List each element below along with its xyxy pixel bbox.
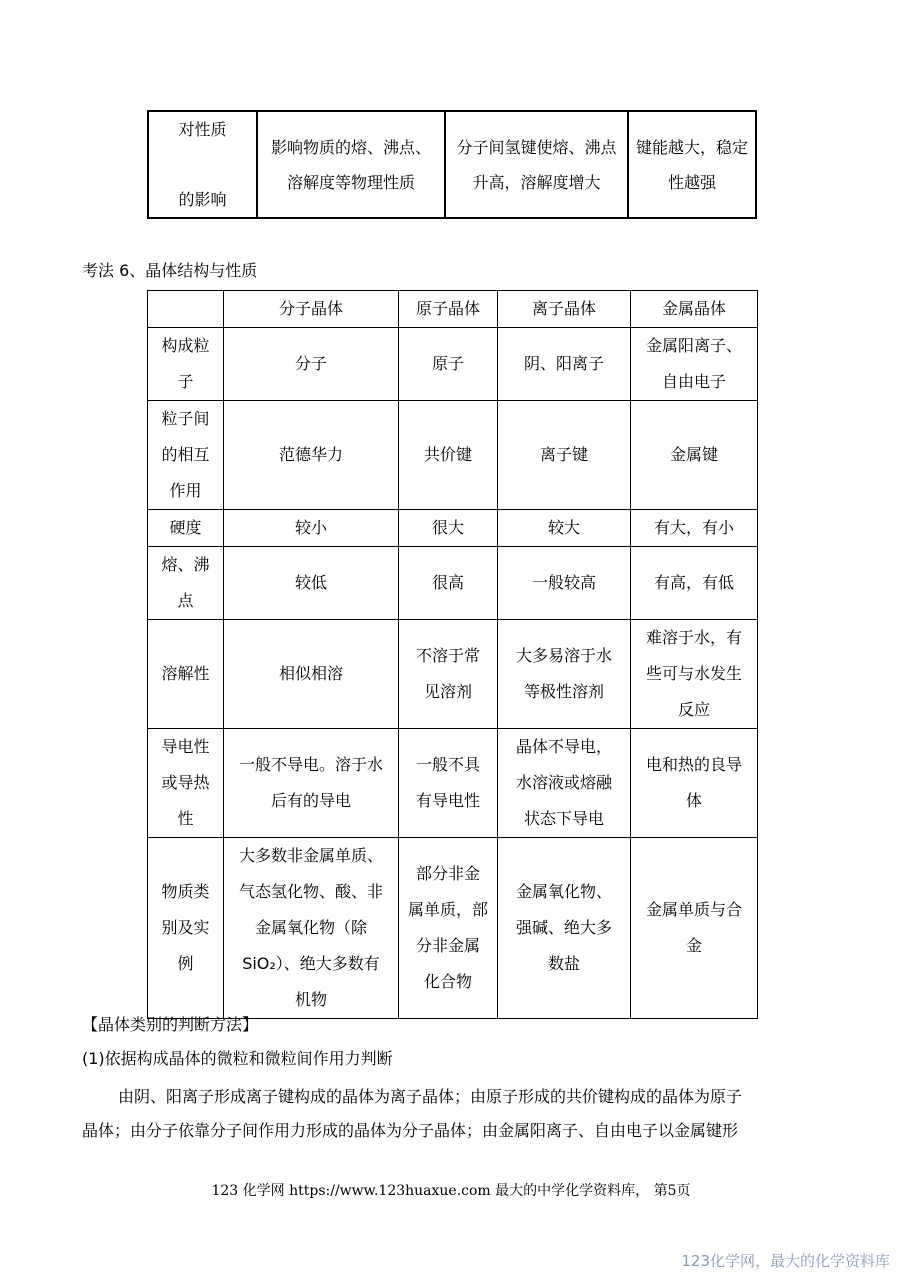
table-cell: 共价键 — [399, 401, 498, 510]
column-header: 原子晶体 — [399, 291, 498, 328]
row-header: 硬度 — [148, 510, 224, 547]
table-cell: 离子键 — [498, 401, 631, 510]
table-cell: 有高，有低 — [631, 547, 758, 620]
table-row — [148, 729, 758, 838]
method-item-1: (1)依据构成晶体的微粒和微粒间作用力判断 — [82, 1049, 393, 1068]
table-cell: 键能越大，稳定 性越强 — [628, 111, 756, 218]
table-cell: 一般不导电。溶于水 后有的导电 — [224, 729, 399, 838]
table-cell: 原子 — [399, 328, 498, 401]
method-title: 【晶体类别的判断方法】 — [82, 1015, 259, 1034]
table-cell: 很高 — [399, 547, 498, 620]
row-header: 构成粒 子 — [148, 328, 224, 401]
row-header: 物质类 别及实 例 — [148, 838, 224, 1019]
table-cell: 影响物质的熔、沸点、 溶解度等物理性质 — [257, 111, 445, 218]
table-cell: 电和热的良导 体 — [631, 729, 758, 838]
table-row — [148, 328, 758, 401]
table-cell: 很大 — [399, 510, 498, 547]
column-header: 分子晶体 — [224, 291, 399, 328]
row-header-effect: 对性质 的影响 — [148, 111, 257, 218]
table-row — [148, 510, 758, 547]
table-cell: 较小 — [224, 510, 399, 547]
row-header: 熔、沸 点 — [148, 547, 224, 620]
column-header — [148, 291, 224, 328]
table-row — [148, 547, 758, 620]
table-cell: 大多数非金属单质、 气态氢化物、酸、非 金属氧化物（除 SiO₂）、绝大多数有 机物 — [224, 838, 399, 1019]
table-cell: 晶体不导电， 水溶液或熔融 状态下导电 — [498, 729, 631, 838]
paragraph-line: 由阴、阳离子形成离子键构成的晶体为离子晶体；由原子形成的共价键构成的晶体为原子 — [118, 1087, 743, 1106]
table-cell: 部分非金 属单质，部 分非金属 化合物 — [399, 838, 498, 1019]
table-cell: 分子 — [224, 328, 399, 401]
crystal-properties-table — [147, 290, 758, 1019]
table-header-row — [148, 291, 758, 328]
table-cell: 大多易溶于水 等极性溶剂 — [498, 620, 631, 729]
table-cell: 有大，有小 — [631, 510, 758, 547]
table-row — [148, 620, 758, 729]
row-header: 粒子间 的相互 作用 — [148, 401, 224, 510]
section-title: 考法 6、晶体结构与性质 — [82, 261, 258, 280]
paragraph-line: 晶体；由分子依靠分子间作用力形成的晶体为分子晶体；由金属阳离子、自由电子以金属键形 — [82, 1121, 739, 1140]
row-header: 导电性 或导热 性 — [148, 729, 224, 838]
table-cell: 不溶于常 见溶剂 — [399, 620, 498, 729]
row-header: 溶解性 — [148, 620, 224, 729]
hydrogen-bond-effect-table — [147, 110, 757, 219]
table-row — [148, 401, 758, 510]
table-cell: 较低 — [224, 547, 399, 620]
table-cell: 范德华力 — [224, 401, 399, 510]
table-cell: 难溶于水，有 些可与水发生 反应 — [631, 620, 758, 729]
table-cell: 分子间氢键使熔、沸点 升高，溶解度增大 — [445, 111, 628, 218]
table-cell: 一般不具 有导电性 — [399, 729, 498, 838]
table-cell: 一般较高 — [498, 547, 631, 620]
table-row — [148, 838, 758, 1019]
table-row — [148, 111, 756, 218]
table-cell: 相似相溶 — [224, 620, 399, 729]
watermark: 123化学网，最大的化学资料库 — [681, 1252, 890, 1270]
column-header: 离子晶体 — [498, 291, 631, 328]
table-cell: 金属氧化物、 强碱、绝大多 数盐 — [498, 838, 631, 1019]
table-cell: 阴、阳离子 — [498, 328, 631, 401]
table-cell: 金属单质与合 金 — [631, 838, 758, 1019]
page-footer: 123 化学网 https://www.123huaxue.com 最大的中学化学资料库， 第5页 — [211, 1183, 691, 1199]
table-cell: 较大 — [498, 510, 631, 547]
table-cell: 金属键 — [631, 401, 758, 510]
table-cell: 金属阳离子、 自由电子 — [631, 328, 758, 401]
column-header: 金属晶体 — [631, 291, 758, 328]
